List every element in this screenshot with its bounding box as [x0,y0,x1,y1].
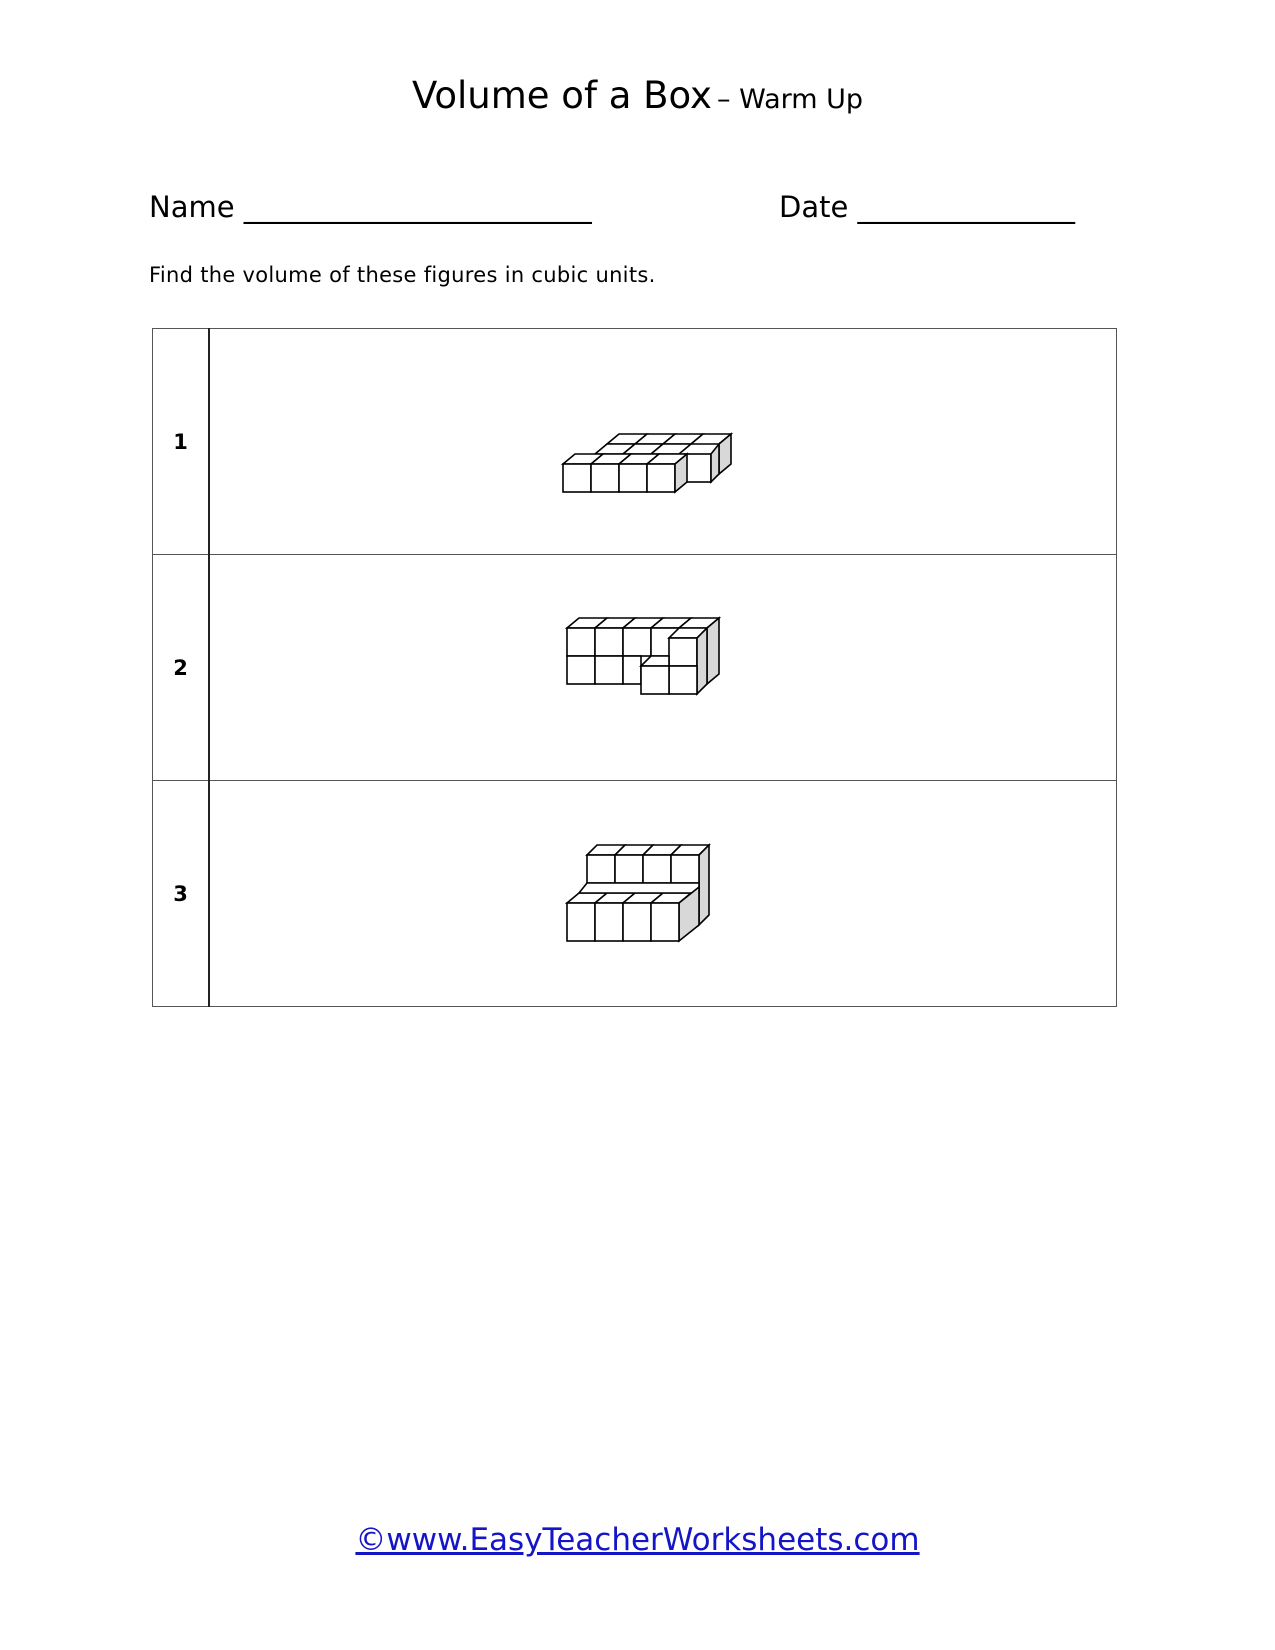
worksheet-title [0,74,1275,117]
problem-number: 3 [153,781,210,1007]
problem-row [153,781,1117,1007]
answer-area[interactable] [209,555,1117,781]
name-blank[interactable]: ________________________ [243,190,592,224]
cube-stack-figure [555,610,755,710]
date-field[interactable] [779,190,1075,224]
copyright-link[interactable]: ©www.EasyTeacherWorksheets.com [355,1522,920,1558]
title-sub: – Warm Up [717,84,864,115]
cube-stack-figure [555,841,755,961]
problem-row [153,555,1117,781]
cube-stack-figure [545,427,745,517]
problem-row [153,329,1117,555]
footer [0,1522,1275,1558]
date-blank[interactable]: _______________ [857,190,1076,224]
problem-number: 1 [153,329,210,555]
problem-number: 2 [153,555,210,781]
problem-table [152,328,1117,1007]
date-label: Date [779,190,849,224]
name-field[interactable] [149,190,592,224]
name-label: Name [149,190,235,224]
answer-area[interactable] [209,781,1117,1007]
title-main: Volume of a Box [411,74,712,117]
instructions: Find the volume of these figures in cubic units. [149,263,656,287]
answer-area[interactable] [209,329,1117,555]
